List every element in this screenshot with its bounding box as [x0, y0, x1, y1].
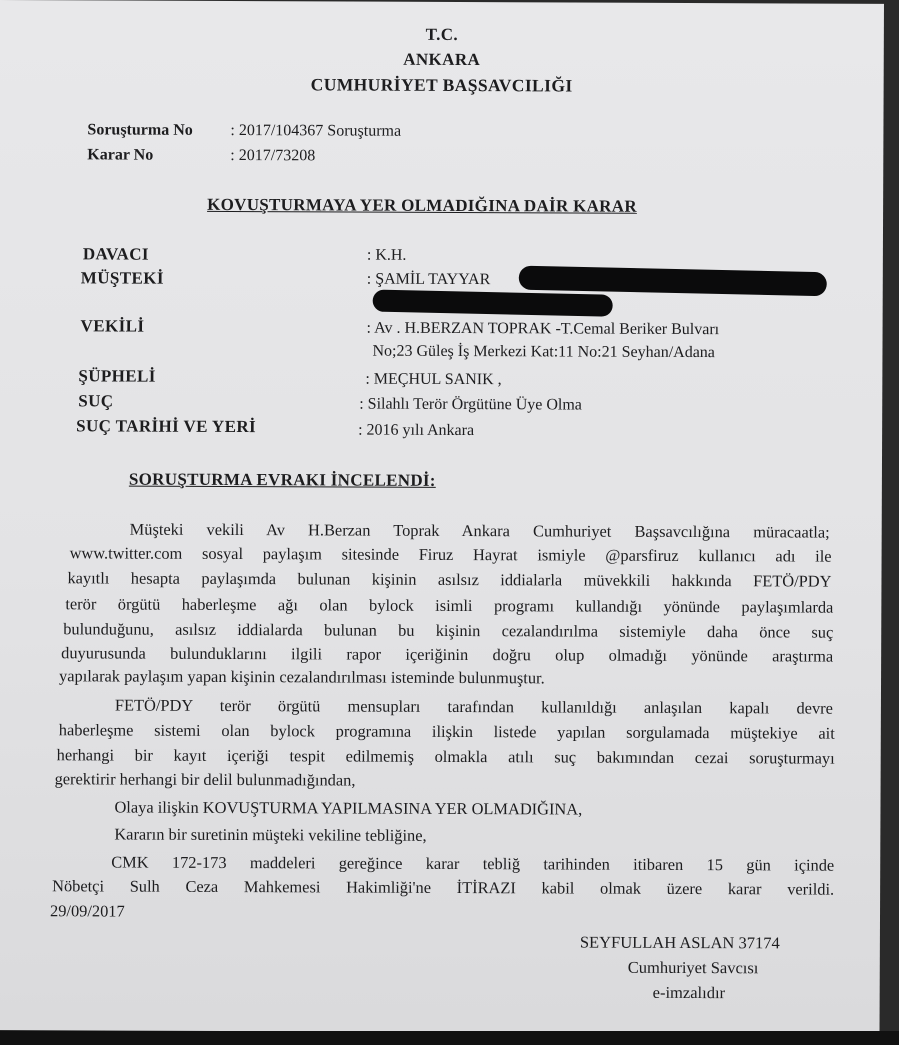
section-heading: SORUŞTURMA EVRAKI İNCELENDİ: — [128, 469, 436, 490]
supheli-value: : MEÇHUL SANIK , — [365, 370, 502, 389]
redaction-bar — [519, 266, 827, 297]
vekili-value-line2: No;23 Güleş İş Merkezi Kat:11 No:21 Seyhan/Adana — [372, 342, 715, 362]
musteki-label: MÜŞTEKİ — [80, 268, 164, 288]
header-city: ANKARA — [403, 49, 481, 70]
body-line: terör örgütü haberleşme ağı olan bylock isimli programı kullandığı yönünde paylaşımlarda — [65, 594, 834, 617]
body-line: Kararın bir suretinin müşteki vekiline tebliğine, — [114, 824, 427, 845]
suc-label: SUÇ — [78, 391, 114, 411]
body-line: Olaya ilişkin KOVUŞTURMA YAPILMASINA YER OLMADIĞINA, — [114, 797, 583, 819]
body-line: Müşteki vekili Av H.Berzan Toprak Ankara Cumhuriyet Başsavcılığına müracaatla; — [129, 519, 830, 542]
sorusturma-value: : 2017/104367 Soruşturma — [230, 122, 402, 140]
body-line: yapılarak paylaşım yapan kişinin cezalandırılması isteminde bulunmuştur. — [59, 666, 545, 688]
musteki-value: : ŞAMİL TAYYAR — [366, 270, 491, 289]
body-line: Nöbetçi Sulh Ceza Mahkemesi Hakimliği'ne İTİRAZI kabil olmak üzere karar verildi. — [52, 876, 835, 899]
photo-bottom-edge — [0, 1031, 899, 1045]
e-signature-note: e-imzalıdır — [652, 982, 726, 1003]
suc-tarihi-value: : 2016 yılı Ankara — [358, 421, 475, 440]
body-line: FETÖ/PDY terör örgütü mensupları tarafından kullanıldığı anlaşılan kapalı devre — [114, 695, 833, 718]
header-office: CUMHURİYET BAŞSAVCILIĞI — [310, 74, 573, 96]
sorusturma-label: Soruşturma No — [87, 121, 193, 139]
body-line: haberleşme sistemi olan bylock programına ilişkin listede yapılan sorgulamada müştekiye ait — [58, 720, 835, 743]
body-line: duyurusunda bulunduklarını ilgili rapor içeriğinin doğru olup olmadığı yönünde araştırma — [61, 643, 834, 666]
prosecutor-name: SEYFULLAH ASLAN 37174 — [579, 932, 780, 953]
body-line: kayıtlı hesapta paylaşımda bulunan kişinin asılsız iddialarla müvekkili hakkında FETÖ/PDY — [67, 568, 832, 591]
davaci-label: DAVACI — [82, 244, 149, 264]
header-tc: T.C. — [425, 24, 459, 44]
karar-value: : 2017/73208 — [230, 147, 316, 165]
body-line: www.twitter.com sosyal paylaşım sitesinde Firuz Hayrat ismiyle @parsfiruz kullanıcı adı ile — [69, 543, 832, 566]
document-title: KOVUŞTURMAYA YER OLMADIĞINA DAİR KARAR — [207, 194, 637, 216]
body-line: herhangi bir kayıt içeriği tespit edilmemiş olmakla atılı suç bakımından cezai soruşturmayı — [56, 745, 835, 768]
suc-value: : Silahlı Terör Örgütüne Üye Olma — [359, 395, 582, 414]
supheli-label: ŞÜPHELİ — [78, 366, 156, 386]
redaction-bar — [372, 290, 612, 317]
body-line: gerektirir herhangi bir delil bulunmadığından, — [54, 769, 356, 790]
vekili-value-line1: : Av . H.BERZAN TOPRAK -T.Cemal Beriker Bulvarı — [366, 319, 720, 339]
karar-label: Karar No — [87, 146, 154, 164]
prosecutor-title: Cumhuriyet Savcısı — [627, 957, 759, 978]
body-line: bulunduğunu, asılsız iddialarda bulunan bu kişinin cezalandırılma sistemiyle daha önce suç — [63, 619, 834, 642]
suc-tarihi-label: SUÇ TARİHİ VE YERİ — [76, 416, 257, 437]
davaci-value: : K.H. — [366, 246, 407, 264]
issue-date: 29/09/2017 — [49, 901, 125, 921]
vekili-label: VEKİLİ — [80, 316, 145, 336]
body-line: CMK 172-173 maddeleri gereğince karar tebliğ tarihinden itibaren 15 gün içinde — [111, 852, 835, 875]
